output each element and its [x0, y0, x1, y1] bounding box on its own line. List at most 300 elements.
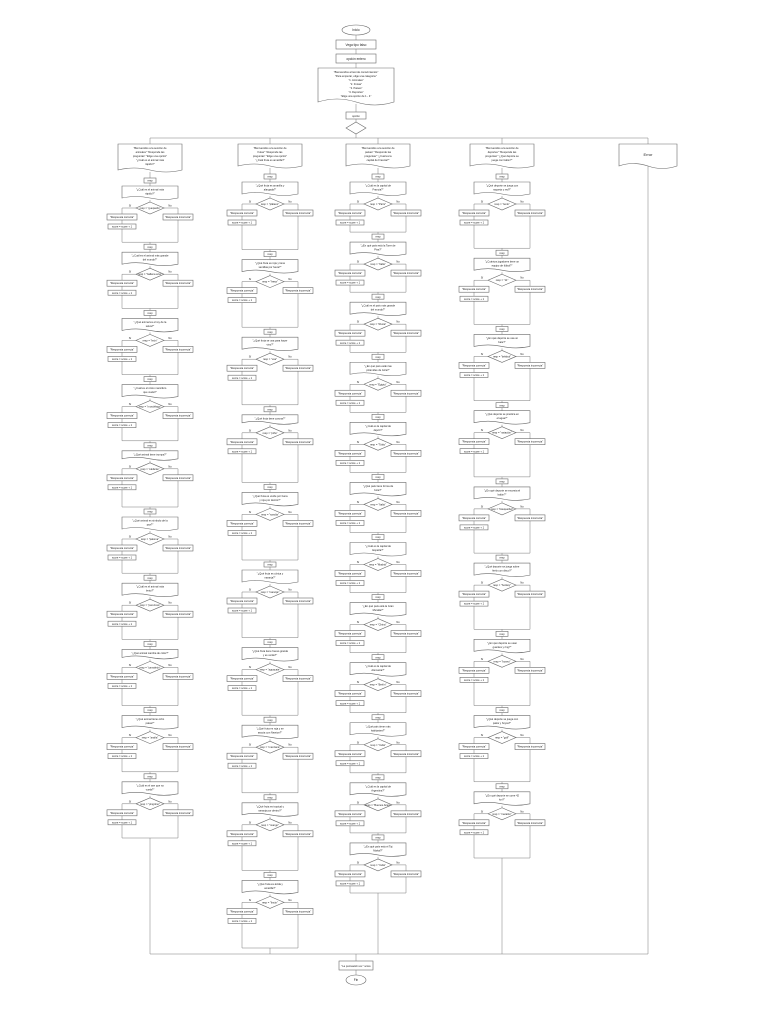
- intro-line: países" "Responde las: [364, 151, 392, 154]
- menu-line: "Elige una opción de 1 - 4": [340, 95, 372, 98]
- score-label: score = score + 1: [463, 450, 485, 454]
- question-line: "¿Cuál es el animal más grande: [131, 254, 169, 258]
- condition-label: resp = "perezoso": [139, 604, 161, 608]
- correct-label: "Respuesta correcta": [461, 440, 487, 444]
- read-label: resp: [375, 596, 381, 600]
- question-line: "¿Qué fruta es amarilla y: [255, 184, 285, 188]
- read-label: resp: [147, 576, 153, 580]
- question-line: el agua?": [496, 417, 508, 421]
- condition-label: resp = "tenis": [494, 203, 510, 206]
- question-line: guantes y ring?": [492, 645, 512, 649]
- read-label: resp: [499, 175, 505, 179]
- yes-label: Sí: [248, 510, 252, 514]
- yes-label: Sí: [356, 260, 360, 264]
- incorrect-label: "Respuesta incorrecta": [392, 332, 420, 336]
- no-label: No: [288, 588, 292, 592]
- condition-label: resp = "Berlín": [369, 683, 387, 687]
- setup-declaration-2: [336, 54, 376, 63]
- yes-label: Sí: [480, 429, 484, 433]
- question-line: "¿Qué animal cambia de color?": [131, 651, 169, 655]
- no-label: No: [288, 355, 292, 359]
- incorrect-label: "Respuesta incorrecta": [392, 272, 420, 276]
- question-line: Japón?": [373, 428, 383, 432]
- incorrect-label: "Respuesta incorrecta": [164, 613, 192, 617]
- condition-label: resp = "sandía": [261, 513, 279, 517]
- no-label: No: [520, 581, 524, 585]
- incorrect-label: "Respuesta incorrecta": [164, 811, 192, 815]
- question-line: "¿En qué país está la Torre de: [360, 244, 396, 248]
- read-label: resp: [147, 378, 153, 382]
- question-line: bate?": [498, 340, 506, 344]
- intro-line: preguntas" "Elige una opción": [132, 155, 168, 158]
- incorrect-label: "Respuesta incorrecta": [284, 910, 312, 914]
- menu-line: "Para empezar, elige una categoría:": [334, 75, 378, 78]
- yes-label: Sí: [356, 500, 360, 504]
- condition-label: resp = "béisbol": [492, 355, 512, 359]
- score-label: score = score + 1: [231, 532, 253, 535]
- yes-label: Sí: [248, 821, 252, 825]
- error-output: [619, 144, 677, 169]
- menu-read: [346, 112, 366, 119]
- no-label: No: [396, 440, 400, 444]
- intro-line: preguntas" "Elige una opción": [252, 155, 288, 158]
- question-line: "¿Qué animal tiene trompa?": [133, 453, 167, 457]
- read-label: resp: [267, 175, 273, 179]
- correct-label: "Respuesta correcta": [461, 288, 487, 292]
- correct-label: "Respuesta correcta": [337, 332, 363, 336]
- no-label: No: [520, 734, 524, 738]
- category-column-1: [107, 144, 193, 825]
- question-line: "¿En qué deporte se encesta el: [483, 489, 521, 493]
- setup-declaration-1: [336, 40, 376, 49]
- incorrect-label: "Respuesta incorrecta": [392, 212, 420, 215]
- svg-text:opción: opción: [352, 115, 360, 118]
- score-label: score = score + 1: [339, 522, 361, 526]
- correct-label: "Respuesta correcta": [229, 212, 255, 215]
- correct-label: "Respuesta correcta": [337, 812, 363, 816]
- correct-label: "Respuesta correcta": [229, 367, 255, 371]
- question-line: "¿En qué deporte se usa un: [485, 336, 519, 340]
- question-line: semillas por fuera?": [258, 266, 282, 270]
- no-label: No: [168, 465, 172, 469]
- category-columns: [107, 144, 545, 923]
- correct-label: "Respuesta correcta": [461, 212, 487, 215]
- read-label: resp: [267, 486, 273, 489]
- no-label: No: [288, 200, 292, 204]
- question-line: "¿Cuál es el animal más: [135, 585, 165, 589]
- condition-label: resp = "golf": [494, 736, 510, 740]
- incorrect-label: "Respuesta incorrecta": [516, 669, 544, 673]
- yes-label: Sí: [128, 204, 132, 208]
- condition-label: resp = "murciélago": [138, 405, 162, 409]
- question-line: Argentina?": [371, 789, 385, 793]
- incorrect-label: "Respuesta incorrecta": [516, 593, 544, 597]
- yes-label: Sí: [128, 663, 132, 667]
- question-line: del mundo?": [370, 308, 386, 312]
- score-label: score = score + 1: [111, 755, 133, 759]
- correct-label: "Respuesta correcta": [109, 745, 135, 749]
- score-label: score = score + 1: [111, 486, 133, 490]
- yes-label: Sí: [480, 352, 484, 356]
- question-line: "¿En qué país está el Taj: [363, 845, 393, 849]
- incorrect-label: "Respuesta incorrecta": [164, 476, 192, 480]
- question-line: "¿En qué deporte se corre 42: [485, 794, 519, 798]
- score-label: score = score + 1: [231, 609, 253, 613]
- read-label: resp: [375, 355, 381, 359]
- no-label: No: [288, 898, 292, 902]
- condition-label: resp = "maratón": [492, 812, 512, 816]
- no-label: No: [168, 336, 172, 340]
- correct-label: "Respuesta correcta": [337, 872, 363, 876]
- score-label: score = score + 1: [231, 764, 253, 768]
- no-label: No: [168, 270, 172, 274]
- incorrect-label: "Respuesta incorrecta": [516, 364, 544, 368]
- question-line: "¿Cuál es la capital de: [365, 424, 391, 428]
- score-label: score = score + 1: [339, 221, 361, 225]
- score-label: score = score + 1: [339, 762, 361, 766]
- read-label: resp: [499, 328, 505, 332]
- yes-label: Sí: [480, 734, 484, 738]
- incorrect-label: "Respuesta incorrecta": [164, 414, 192, 418]
- question-line: balón?": [497, 493, 507, 497]
- condition-label: resp = "uva": [262, 358, 278, 362]
- svg-text:Vega tipo falso: Vega tipo falso: [345, 43, 367, 47]
- yes-label: Sí: [356, 380, 360, 384]
- incorrect-label: "Respuesta incorrecta": [284, 440, 312, 444]
- question-line: "¿Cuál es la capital de: [365, 184, 391, 188]
- yes-label: Sí: [248, 355, 252, 359]
- yes-label: Sí: [356, 320, 360, 324]
- intro-line: "¿Cuál fruta es amarilla?": [255, 159, 285, 162]
- question-line: y es verde?": [262, 654, 278, 658]
- correct-label: "Respuesta correcta": [109, 216, 135, 219]
- question-line: "¿Qué fruta se usa para hacer: [252, 339, 288, 343]
- score-label: score = score + 1: [231, 842, 253, 846]
- incorrect-label: "Respuesta incorrecta": [392, 632, 420, 636]
- no-label: No: [396, 681, 400, 685]
- yes-label: Sí: [128, 465, 132, 469]
- correct-label: "Respuesta correcta": [337, 392, 363, 396]
- no-label: No: [520, 200, 524, 204]
- question-line: palos y hoyos?": [492, 722, 512, 726]
- correct-label: "Respuesta correcta": [229, 677, 255, 681]
- no-label: No: [288, 278, 292, 282]
- question-line: "¿Qué fruta es ácida y: [257, 882, 283, 886]
- condition-label: resp = "India": [370, 863, 386, 867]
- no-label: No: [520, 657, 524, 661]
- correct-label: "Respuesta correcta": [461, 516, 487, 520]
- yes-label: Sí: [356, 681, 360, 685]
- correct-label: "Respuesta correcta": [109, 414, 135, 418]
- incorrect-label: "Respuesta incorrecta": [392, 512, 420, 516]
- score-label: score = score + 1: [339, 702, 361, 706]
- question-line: rápido?": [145, 192, 155, 196]
- yes-label: Sí: [248, 588, 252, 592]
- condition-label: resp = "araña": [141, 736, 159, 740]
- score-label: score = score + 1: [339, 582, 361, 586]
- question-line: Mahal?": [373, 849, 383, 853]
- read-label: resp: [267, 796, 273, 800]
- category-column-2: [227, 144, 313, 923]
- svg-text:opción entero: opción entero: [346, 57, 366, 61]
- yes-label: Sí: [128, 734, 132, 738]
- score-label: score = score + 1: [463, 221, 485, 225]
- question-line: naranja?": [264, 576, 276, 580]
- score-label: score = score + 1: [111, 291, 133, 295]
- read-label: resp: [147, 775, 153, 779]
- question-line: Muralla?": [372, 609, 384, 613]
- read-label: resp: [267, 408, 273, 412]
- question-line: "¿Cuál es la capital de: [365, 665, 391, 669]
- correct-label: "Respuesta correcta": [461, 821, 487, 825]
- score-label: score = score + 1: [339, 341, 361, 345]
- menu-line: "1. Animales": [348, 79, 364, 82]
- question-line: "¿Qué fruta es roja y se: [256, 727, 284, 731]
- correct-label: "Respuesta correcta": [109, 613, 135, 617]
- score-label: score = score + 1: [111, 821, 133, 825]
- menu-line: "4. Deportes": [348, 91, 364, 94]
- yes-label: Sí: [248, 429, 252, 433]
- read-label: resp: [147, 179, 153, 183]
- incorrect-label: "Respuesta incorrecta": [392, 392, 420, 396]
- yes-label: Sí: [356, 861, 360, 865]
- correct-label: "Respuesta correcta": [461, 669, 487, 673]
- intro-line: frutas" "Responde las: [257, 151, 283, 154]
- intro-line: rápido?": [145, 163, 155, 166]
- question-line: "¿Cuál es la capital de: [365, 785, 391, 789]
- no-label: No: [520, 429, 524, 433]
- read-label: resp: [375, 716, 381, 720]
- correct-label: "Respuesta correcta": [109, 675, 135, 679]
- condition-label: resp = "piña": [262, 431, 278, 435]
- intro-line: "Bienvenidos a la sección de: [485, 147, 519, 150]
- intro-line: capital de Francia?": [366, 159, 390, 162]
- correct-label: "Respuesta correcta": [229, 289, 255, 293]
- read-label: resp: [375, 776, 381, 780]
- read-label: resp: [267, 718, 273, 722]
- score-label: score = score + 1: [231, 299, 253, 303]
- no-label: No: [520, 352, 524, 356]
- question-line: "¿Qué país tiene más: [365, 725, 391, 729]
- condition-label: resp = "camaleón": [139, 666, 161, 670]
- intro-line: "Bienvenidos a la sección de: [253, 147, 287, 150]
- score-label: score = score + 1: [111, 358, 133, 361]
- intro-line: juega con balón?": [491, 159, 513, 162]
- no-label: No: [168, 204, 172, 208]
- no-label: No: [288, 821, 292, 825]
- question-line: "¿Qué país tiene forma de: [362, 484, 394, 488]
- yes-label: Sí: [356, 801, 360, 805]
- no-label: No: [288, 666, 292, 670]
- no-label: No: [168, 403, 172, 407]
- score-label: score = score + 1: [463, 297, 485, 301]
- no-label: No: [396, 801, 400, 805]
- question-line: naranja por dentro?": [258, 809, 282, 813]
- incorrect-label: "Respuesta incorrecta": [284, 367, 312, 371]
- read-label: resp: [499, 251, 505, 255]
- score-label: score = score + 1: [463, 755, 485, 759]
- condition-label: resp = "Tokio": [370, 443, 386, 447]
- incorrect-label: "Respuesta incorrecta": [284, 212, 312, 215]
- question-line: "¿Cuál es el ave que no: [136, 784, 164, 788]
- incorrect-label: "Respuesta incorrecta": [164, 348, 192, 352]
- read-label: resp: [375, 235, 381, 239]
- condition-label: resp = "natación": [492, 431, 512, 435]
- yes-label: Sí: [248, 666, 252, 670]
- score-label: score = score + 1: [339, 281, 361, 285]
- question-line: "¿En qué país está la Gran: [362, 605, 394, 609]
- correct-label: "Respuesta correcta": [229, 600, 255, 603]
- read-label: resp: [499, 404, 505, 408]
- category-column-3: [335, 144, 421, 886]
- question-line: "¿Qué fruta es tropical y: [256, 805, 284, 809]
- question-line: del mundo?": [142, 258, 158, 262]
- question-line: "¿Cuál es la capital de: [365, 545, 391, 548]
- score-label: score = score + 1: [231, 221, 253, 225]
- score-label: score = score + 1: [231, 450, 253, 454]
- incorrect-label: "Respuesta incorrecta": [284, 832, 312, 836]
- correct-label: "Respuesta correcta": [337, 272, 363, 276]
- question-line: "¿Cuál es el animal más: [135, 188, 165, 192]
- question-line: que vuela?": [143, 391, 157, 395]
- correct-label: "Respuesta correcta": [461, 593, 487, 597]
- score-label: score = score + 1: [339, 642, 361, 646]
- error-label: Error: [643, 152, 653, 157]
- score-label: score = score + 1: [111, 225, 133, 229]
- yes-label: Sí: [128, 800, 132, 804]
- correct-label: "Respuesta correcta": [337, 212, 363, 215]
- no-label: No: [396, 200, 400, 204]
- no-label: No: [168, 734, 172, 738]
- menu-line: "Bienvenidos al test de conocimientos": [333, 71, 379, 74]
- no-label: No: [168, 663, 172, 667]
- question-line: "¿Qué fruta es cítrica y: [256, 572, 284, 576]
- read-label: resp: [147, 444, 153, 448]
- condition-label: resp = "Italia": [370, 503, 386, 507]
- yes-label: Sí: [128, 601, 132, 605]
- question-line: España?": [372, 549, 384, 552]
- question-line: alargada?": [263, 188, 277, 192]
- intro-line: "Bienvenidos a la sección de: [133, 147, 167, 150]
- menu-output: [318, 68, 394, 105]
- read-label: resp: [499, 480, 505, 484]
- yes-label: Sí: [356, 741, 360, 745]
- no-label: No: [288, 743, 292, 747]
- condition-label: resp = "París": [370, 203, 386, 206]
- question-line: Francia?": [372, 188, 384, 192]
- question-line: y roja por dentro?": [259, 498, 281, 502]
- incorrect-label: "Respuesta incorrecta": [284, 289, 312, 293]
- no-label: No: [520, 810, 524, 814]
- incorrect-label: "Respuesta incorrecta": [516, 440, 544, 444]
- score-label: score = score + 1: [339, 461, 361, 465]
- read-label: resp: [375, 536, 381, 540]
- read-label: resp: [375, 415, 381, 419]
- yes-label: Sí: [128, 336, 132, 340]
- read-label: resp: [375, 476, 381, 480]
- read-label: resp: [267, 330, 273, 334]
- incorrect-label: "Respuesta incorrecta": [516, 212, 544, 215]
- incorrect-label: "Respuesta incorrecta": [164, 282, 192, 286]
- incorrect-label: "Respuesta incorrecta": [164, 216, 192, 219]
- menu-line: "2. Frutas": [349, 83, 363, 86]
- question-line: "¿Qué animal tiene ocho: [135, 718, 165, 722]
- condition-label: resp = "naranja": [260, 591, 280, 594]
- incorrect-label: "Respuesta incorrecta": [516, 821, 544, 825]
- no-label: No: [396, 741, 400, 745]
- correct-label: "Respuesta correcta": [337, 752, 363, 756]
- no-label: No: [396, 621, 400, 625]
- score-label: score = score + 1: [231, 687, 253, 691]
- score-label: score = score + 1: [339, 822, 361, 826]
- correct-label: "Respuesta correcta": [109, 547, 135, 550]
- correct-label: "Respuesta correcta": [229, 832, 255, 836]
- condition-label: resp = "fresa": [262, 280, 278, 284]
- read-label: resp: [375, 836, 381, 840]
- condition-label: resp = "elefante": [140, 467, 160, 471]
- question-line: "¿Qué fruta tiene hueso grande: [251, 650, 289, 654]
- condition-label: resp = "mango": [261, 823, 279, 827]
- read-label: resp: [267, 641, 273, 645]
- correct-label: "Respuesta correcta": [109, 282, 135, 286]
- yes-label: Sí: [128, 535, 132, 539]
- yes-label: Sí: [128, 270, 132, 274]
- yes-label: Sí: [356, 440, 360, 444]
- yes-label: Sí: [356, 200, 360, 204]
- incorrect-label: "Respuesta incorrecta": [284, 600, 312, 603]
- incorrect-label: "Respuesta incorrecta": [164, 745, 192, 749]
- correct-label: "Respuesta correcta": [461, 745, 487, 749]
- condition-label: resp = "guepardo": [139, 207, 161, 210]
- read-label: resp: [147, 312, 153, 315]
- incorrect-label: "Respuesta incorrecta": [284, 677, 312, 681]
- start-label: Inicio: [352, 28, 360, 32]
- condition-label: resp = "limón": [261, 901, 279, 905]
- end-label: Fin: [353, 978, 359, 982]
- score-output: [339, 961, 373, 970]
- correct-label: "Respuesta correcta": [229, 755, 255, 759]
- intro-line: preguntas" "¿Qué deporte se: [485, 155, 519, 158]
- no-label: No: [288, 429, 292, 433]
- correct-label: "Respuesta correcta": [337, 452, 363, 456]
- no-label: No: [396, 861, 400, 865]
- correct-label: "Respuesta correcta": [229, 522, 255, 526]
- condition-label: resp = "China": [369, 623, 387, 627]
- no-label: No: [396, 260, 400, 264]
- condition-label: resp = "Egipto": [369, 383, 387, 387]
- no-label: No: [168, 601, 172, 605]
- incorrect-label: "Respuesta incorrecta": [392, 572, 420, 576]
- yes-label: Sí: [248, 743, 252, 747]
- correct-label: "Respuesta correcta": [229, 440, 255, 444]
- question-line: "¿Qué animal es el rey de la: [133, 320, 167, 324]
- question-line: amarilla?": [264, 886, 276, 890]
- no-label: No: [520, 276, 524, 280]
- score-label: score = score + 1: [339, 882, 361, 886]
- read-label: resp: [267, 253, 273, 257]
- condition-label: resp = "plátano": [260, 203, 280, 206]
- question-line: "¿Cuál es el país más grande: [360, 304, 396, 308]
- question-line: habitantes?": [370, 729, 386, 733]
- question-line: raqueta y red?": [493, 188, 511, 192]
- score-label: score = score + 1: [231, 376, 253, 380]
- correct-label: "Respuesta correcta": [337, 632, 363, 636]
- yes-label: Sí: [248, 200, 252, 204]
- condition-label: resp = "India": [370, 743, 386, 747]
- yes-label: Sí: [480, 581, 484, 585]
- question-line: "¿Cuál es el único mamífero: [133, 387, 167, 391]
- incorrect-label: "Respuesta incorrecta": [392, 692, 420, 696]
